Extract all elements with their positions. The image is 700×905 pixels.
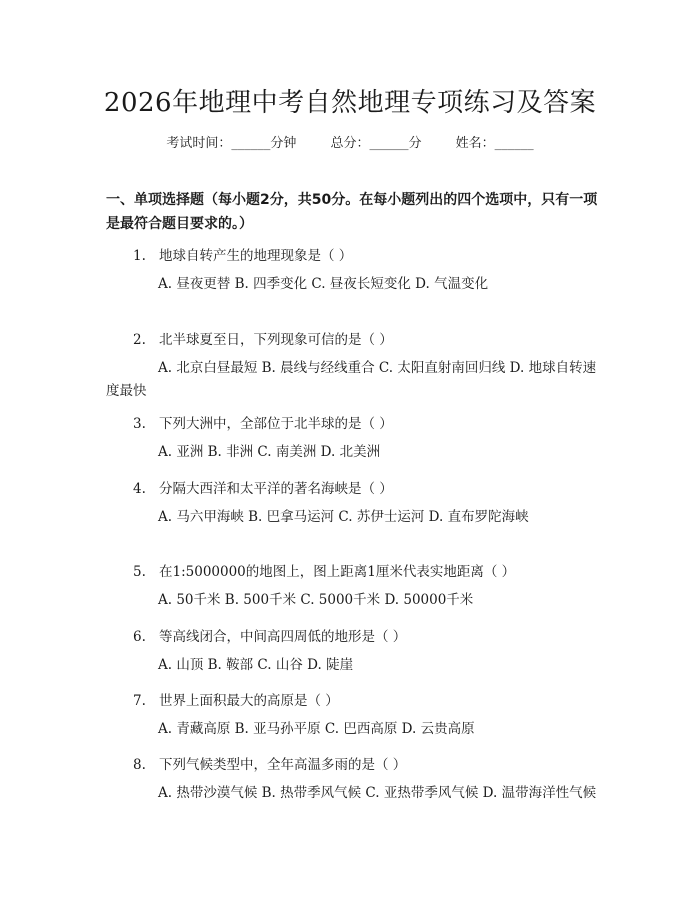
question-3-options: A. 亚洲 B. 非洲 C. 南美洲 D. 北美洲 [158, 444, 381, 460]
question-text: 下列大洲中，全部位于北半球的是（ ） [159, 416, 393, 432]
question-text: 北半球夏至日，下列现象可信的是（ ） [159, 332, 393, 348]
question-number: 7. [133, 693, 146, 709]
question-2 [133, 328, 393, 348]
question-7 [133, 689, 339, 709]
question-5 [133, 560, 515, 580]
question-text: 分隔大西洋和太平洋的著名海峡是（ ） [159, 481, 393, 497]
question-number: 6. [133, 629, 146, 645]
student-name-field: 姓名：______ [455, 136, 534, 151]
page-title: 2026年地理中考自然地理专项练习及答案 [103, 88, 597, 118]
question-number: 4. [133, 481, 146, 497]
question-1 [133, 244, 352, 264]
question-8 [133, 753, 406, 773]
question-number: 3. [133, 416, 146, 432]
question-number: 1. [133, 248, 146, 264]
question-1-options: A. 昼夜更替 B. 四季变化 C. 昼夜长短变化 D. 气温变化 [158, 276, 489, 292]
question-4 [133, 477, 393, 497]
question-text: 世界上面积最大的高原是（ ） [159, 693, 339, 709]
question-number: 2. [133, 332, 146, 348]
question-4-options: A. 马六甲海峡 B. 巴拿马运河 C. 苏伊士运河 D. 直布罗陀海峡 [158, 509, 529, 525]
question-6 [133, 625, 406, 645]
question-text: 地球自转产生的地理现象是（ ） [159, 248, 353, 264]
question-text: 在1:5000000的地图上，图上距离1厘米代表实地距离（ ） [159, 564, 516, 580]
question-6-options: A. 山顶 B. 鞍部 C. 山谷 D. 陡崖 [158, 657, 354, 673]
exam-info-line [0, 132, 700, 151]
question-text: 下列气候类型中，全年高温多雨的是（ ） [159, 757, 407, 773]
question-8-options: A. 热带沙漠气候 B. 热带季风气候 C. 亚热带季风气候 D. 温带海洋性气候 [158, 785, 597, 801]
question-text: 等高线闭合，中间高四周低的地形是（ ） [159, 629, 407, 645]
question-7-options: A. 青藏高原 B. 亚马孙平原 C. 巴西高原 D. 云贵高原 [158, 721, 475, 737]
exam-time-field: 考试时间：______分钟 [166, 136, 297, 151]
section-heading: 一、单项选择题（每小题2分，共50分。在每小题列出的四个选项中，只有一项是最符合题目要求的。） [106, 192, 598, 232]
question-number: 8. [133, 757, 146, 773]
question-number: 5. [133, 564, 146, 580]
question-3 [133, 412, 393, 432]
question-2-options: A. 北京白昼最短 B. 晨线与经线重合 C. 太阳直射南回归线 D. 地球自转速度最快 [106, 360, 597, 399]
total-score-field: 总分：______分 [330, 136, 422, 151]
question-5-options: A. 50千米 B. 500千米 C. 5000千米 D. 50000千米 [158, 592, 474, 608]
